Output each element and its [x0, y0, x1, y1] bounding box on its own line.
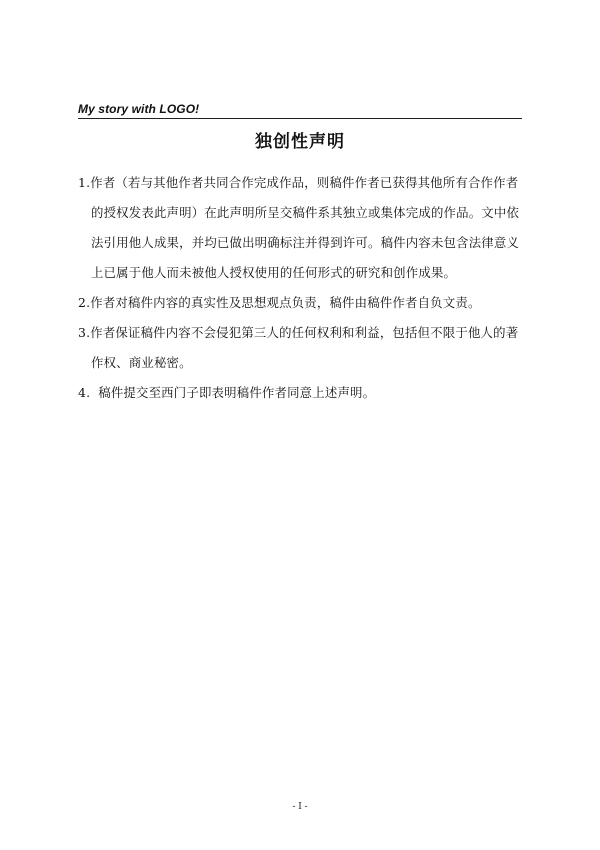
page-header	[78, 100, 522, 119]
header-title: My story with LOGO!	[78, 102, 200, 116]
clause-1	[78, 168, 526, 288]
page-title: 独创性声明	[255, 132, 345, 152]
clause-number: 1.	[78, 175, 91, 190]
clause-text: 作者对稿件内容的真实性及思想观点负责，稿件由稿件作者自负文责。	[90, 295, 481, 310]
clause-text: 作者保证稿件内容不会侵犯第三人的任何权利和利益，包括但不限于他人的著作权、商业秘密。	[90, 325, 519, 370]
clause-number: 4.	[78, 385, 91, 400]
clause-3	[78, 318, 526, 378]
page-number: - I -	[292, 802, 308, 812]
clause-number: 3.	[78, 325, 91, 340]
declaration-clauses	[78, 168, 526, 408]
clause-text: 作者（若与其他作者共同合作完成作品，则稿件作者已获得其他所有合作作者的授权发表此声明）在此声明所呈交稿件系其独立或集体完成的作品。文中依法引用他人成果，并均已做出明确标注并得到许可。稿件内容未包含法律意义上已属于他人而未被他人授权使用的任何形式的研究和创作成果。	[90, 175, 520, 280]
clause-4	[78, 378, 526, 408]
clause-text: 稿件提交至西门子即表明稿件作者同意上述声明。	[98, 385, 376, 400]
clause-2	[78, 288, 526, 318]
clause-number: 2.	[78, 295, 91, 310]
